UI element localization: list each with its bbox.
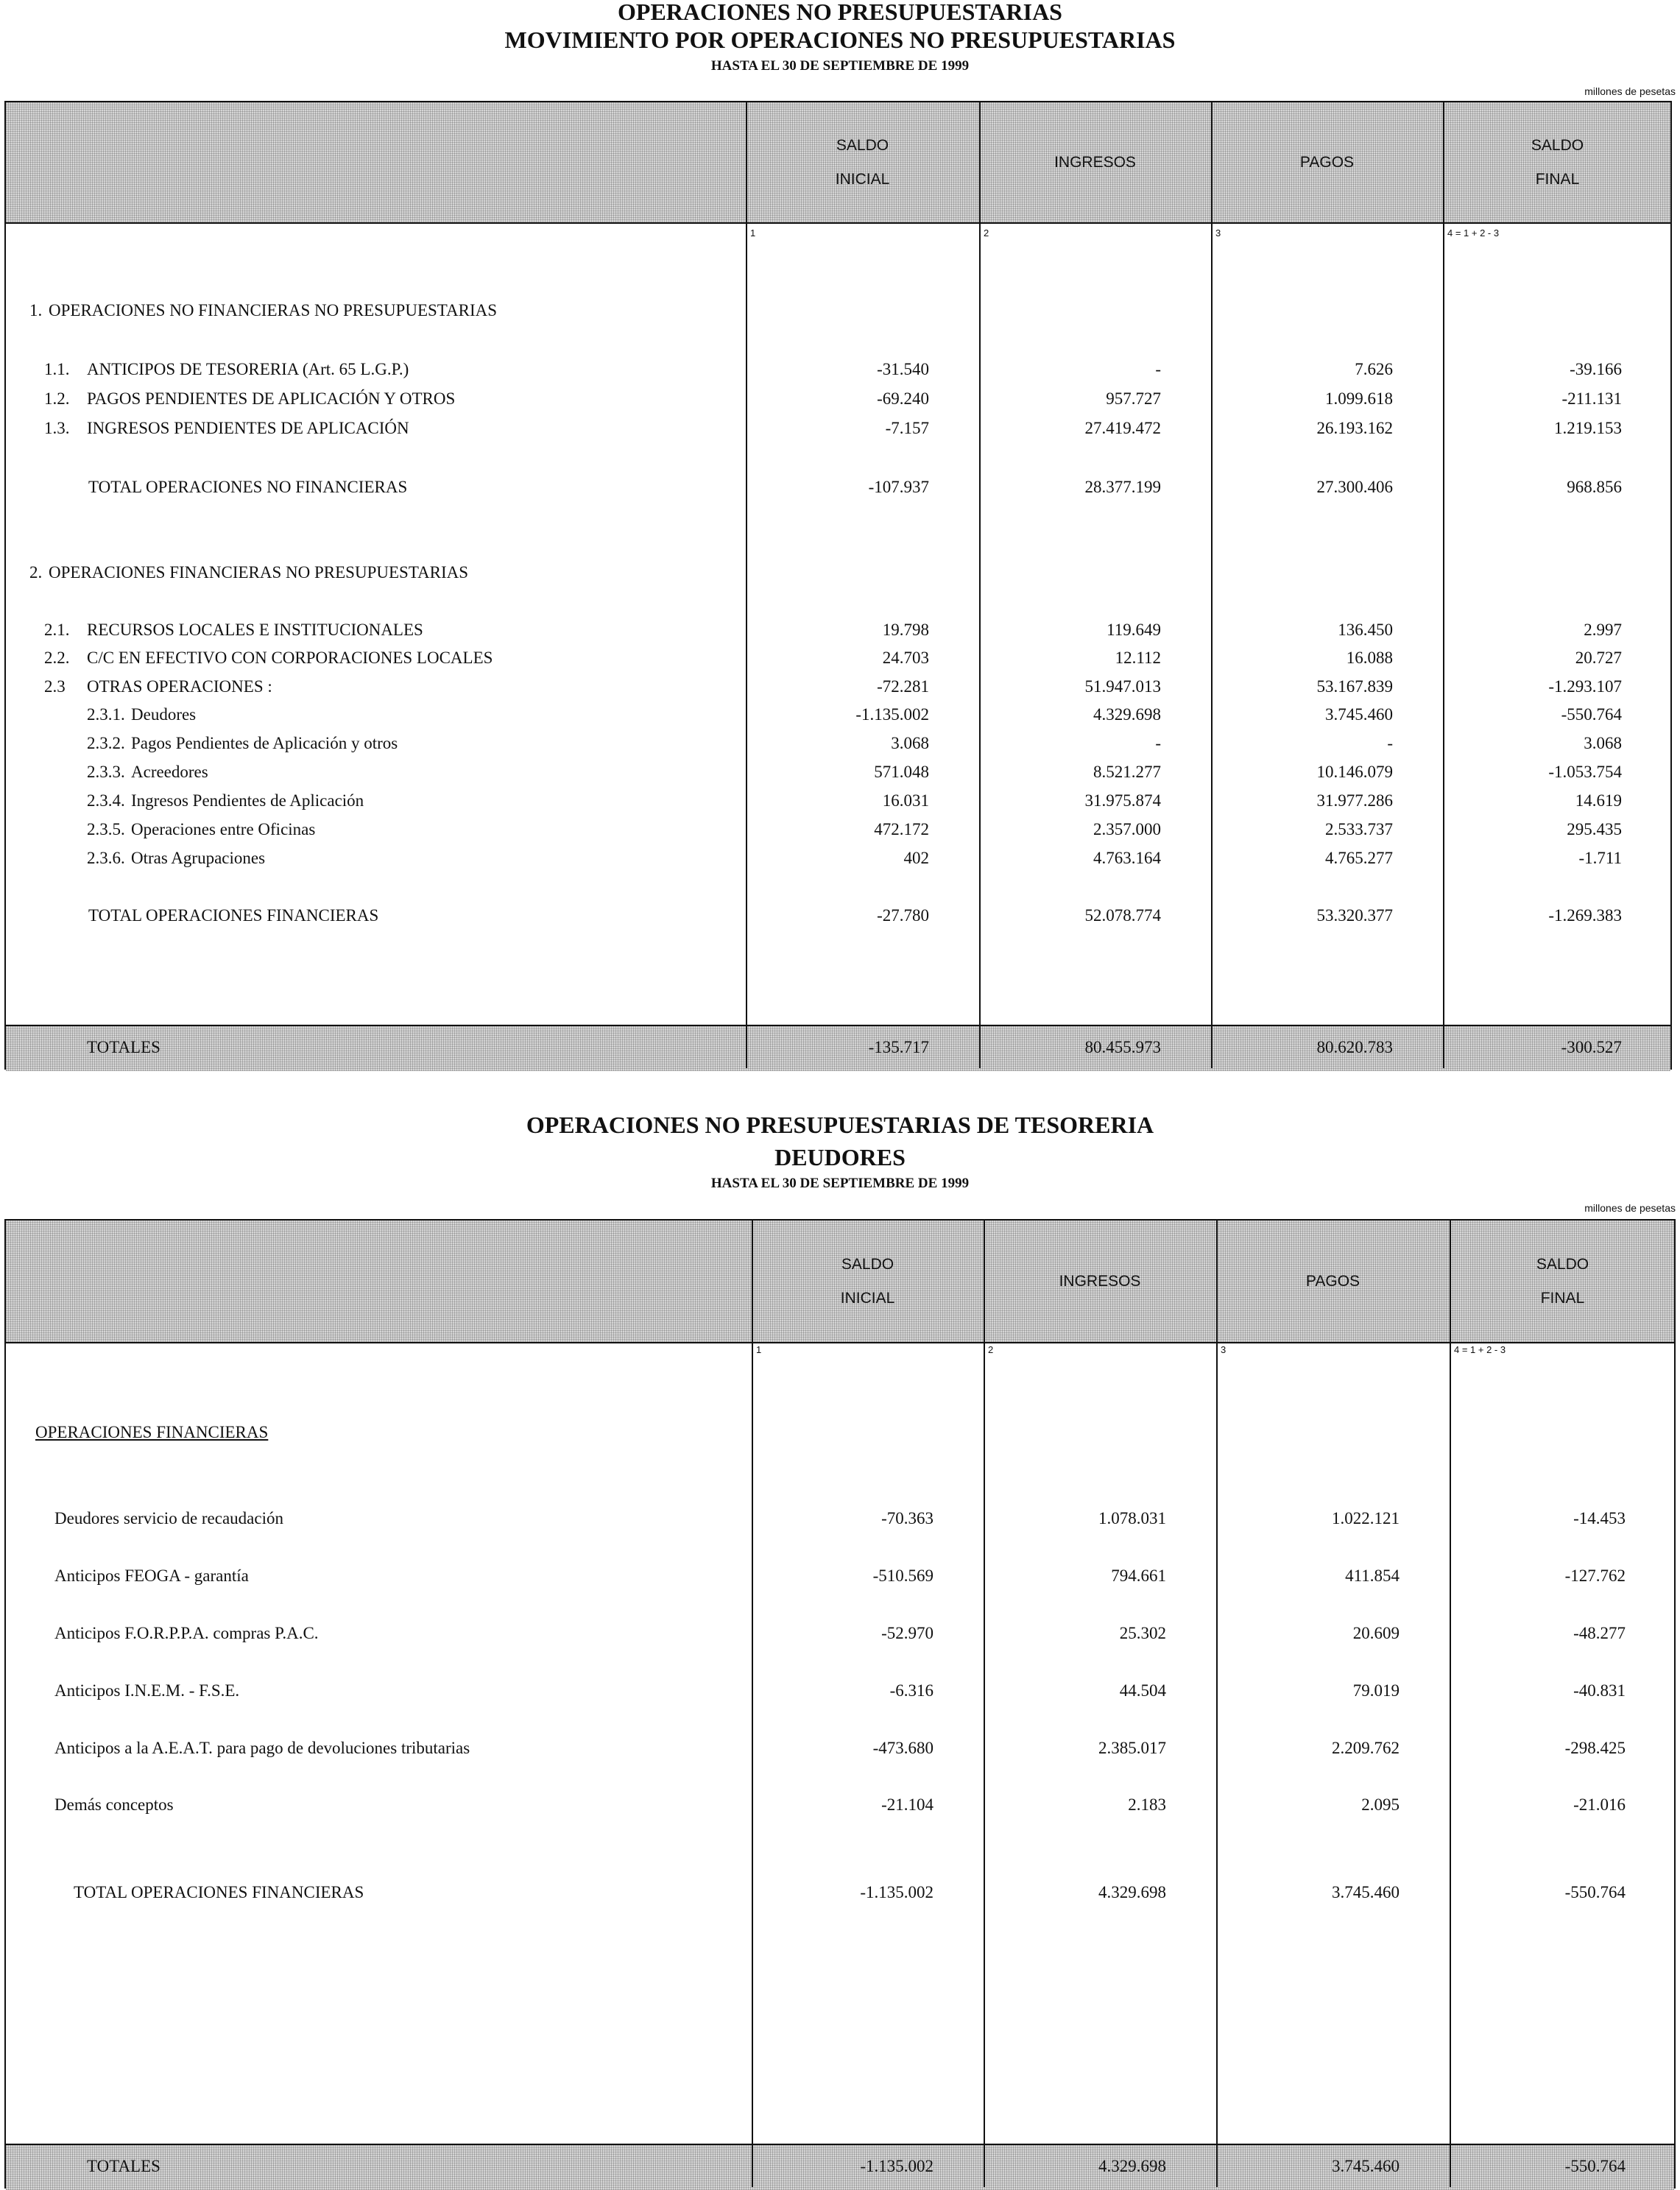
row-label: OPERACIONES FINANCIERAS NO PRESUPUESTARIAS: [49, 563, 469, 582]
cell-value: -21.016: [1573, 1795, 1626, 1814]
units-label: millones de pesetas: [1584, 1202, 1676, 1214]
column-header: [1450, 1248, 1676, 1315]
cell-value: -510.569: [872, 1566, 933, 1585]
table-title: OPERACIONES NO PRESUPUESTARIAS DE TESORERIA: [526, 1112, 1154, 1138]
totals-band: [6, 2145, 1674, 2190]
cell-value: -14.453: [1573, 1509, 1626, 1527]
cell-value: 28.377.199: [1084, 478, 1161, 496]
cell-value: 53.320.377: [1316, 906, 1393, 925]
row-number: 2.3.4.: [87, 791, 125, 810]
header-divider: [6, 1342, 1674, 1343]
column-number: 1: [750, 227, 756, 239]
totals-value: -1.135.002: [860, 2157, 933, 2175]
cell-value: 4.765.277: [1325, 849, 1393, 867]
column-header: [984, 1265, 1216, 1299]
row-number: 1.: [29, 301, 43, 319]
cell-value: 3.745.460: [1325, 705, 1393, 724]
cell-value: -: [1387, 734, 1393, 752]
row-label: RECURSOS LOCALES E INSTITUCIONALES: [87, 621, 423, 639]
column-number: 3: [1221, 1344, 1227, 1355]
cell-value: 4.329.698: [1093, 705, 1161, 724]
row-label: PAGOS PENDIENTES DE APLICACIÓN Y OTROS: [87, 389, 456, 408]
cell-value: 2.997: [1584, 621, 1622, 639]
cell-value: 24.703: [882, 649, 929, 667]
cell-value: 31.977.286: [1316, 791, 1393, 810]
table-title: OPERACIONES NO PRESUPUESTARIAS: [618, 0, 1062, 25]
cell-value: 1.099.618: [1325, 389, 1393, 408]
row-label: Otras Agrupaciones: [131, 849, 266, 867]
cell-value: -1.135.002: [855, 705, 929, 724]
cell-value: 12.112: [1115, 649, 1161, 667]
row-label: Deudores servicio de recaudación: [54, 1509, 283, 1527]
cell-value: 20.609: [1352, 1624, 1400, 1642]
row-number: 1.3.: [44, 419, 70, 437]
cell-value: 411.854: [1345, 1566, 1400, 1585]
cell-value: 1.022.121: [1332, 1509, 1400, 1527]
cell-value: -127.762: [1564, 1566, 1626, 1585]
row-number: 2.3.5.: [87, 820, 125, 838]
totals-value: 3.745.460: [1332, 2157, 1400, 2175]
column-header: [746, 129, 979, 197]
cell-value: -27.780: [877, 906, 929, 925]
cell-value: 957.727: [1106, 389, 1161, 408]
column-header-line: SALDO: [1536, 1255, 1589, 1273]
cell-value: -: [1155, 360, 1161, 378]
column-header-line: SALDO: [836, 136, 889, 154]
cell-value: -72.281: [877, 677, 929, 696]
column-header-line: INICIAL: [835, 170, 890, 188]
column-divider: [1443, 102, 1444, 1068]
cell-value: -48.277: [1573, 1624, 1626, 1642]
column-header-line: INICIAL: [840, 1289, 895, 1307]
cell-value: -1.269.383: [1548, 906, 1622, 925]
cell-value: 16.088: [1346, 649, 1393, 667]
cell-value: 19.798: [882, 621, 929, 639]
row-label: C/C EN EFECTIVO CON CORPORACIONES LOCALES: [87, 649, 493, 667]
table-title: MOVIMIENTO POR OPERACIONES NO PRESUPUESTARIAS: [504, 27, 1176, 53]
cell-value: 119.649: [1107, 621, 1161, 639]
totals-value: -300.527: [1561, 1038, 1622, 1056]
column-divider: [1450, 1221, 1451, 2187]
table-subtitle: HASTA EL 30 DE SEPTIEMBRE DE 1999: [710, 58, 970, 74]
cell-value: -1.135.002: [860, 1883, 933, 1901]
cell-value: -70.363: [881, 1509, 933, 1527]
cell-value: 295.435: [1567, 820, 1622, 838]
totals-value: 80.620.783: [1316, 1038, 1393, 1056]
column-header: [752, 1248, 984, 1315]
column-number: 4 = 1 + 2 - 3: [1454, 1344, 1506, 1355]
row-number: 2.3.1.: [87, 705, 125, 724]
row-label: OPERACIONES FINANCIERAS: [35, 1423, 269, 1441]
cell-value: 53.167.839: [1316, 677, 1393, 696]
column-header: [1216, 1265, 1450, 1299]
cell-value: -39.166: [1570, 360, 1622, 378]
row-label: Demás conceptos: [54, 1795, 174, 1814]
cell-value: -298.425: [1564, 1739, 1626, 1757]
column-header-line: INGRESOS: [1054, 153, 1136, 171]
cell-value: 4.763.164: [1093, 849, 1161, 867]
cell-value: -1.053.754: [1548, 763, 1622, 781]
cell-value: 2.533.737: [1325, 820, 1393, 838]
cell-value: 3.068: [891, 734, 929, 752]
column-divider: [752, 1221, 753, 2187]
totals-label: TOTALES: [87, 1038, 160, 1056]
cell-value: 1.219.153: [1554, 419, 1622, 437]
column-header: [979, 146, 1211, 180]
cell-value: -1.293.107: [1548, 677, 1622, 696]
column-divider: [746, 102, 747, 1068]
cell-value: 2.209.762: [1332, 1739, 1400, 1757]
column-number: 4 = 1 + 2 - 3: [1447, 227, 1500, 239]
cell-value: 2.357.000: [1093, 820, 1161, 838]
cell-value: 16.031: [882, 791, 929, 810]
column-header-line: PAGOS: [1299, 153, 1355, 171]
cell-value: 2.385.017: [1098, 1739, 1166, 1757]
row-label: ANTICIPOS DE TESORERIA (Art. 65 L.G.P.): [87, 360, 409, 378]
cell-value: -31.540: [877, 360, 929, 378]
column-number: 2: [988, 1344, 994, 1355]
cell-value: 3.068: [1584, 734, 1622, 752]
column-header-line: FINAL: [1540, 1289, 1585, 1307]
row-number: 2.3: [44, 677, 66, 696]
cell-value: 136.450: [1338, 621, 1393, 639]
cell-value: -21.104: [881, 1795, 933, 1814]
row-label: TOTAL OPERACIONES FINANCIERAS: [88, 906, 379, 925]
cell-value: 10.146.079: [1316, 763, 1393, 781]
row-label: Deudores: [131, 705, 197, 724]
cell-value: -473.680: [872, 1739, 933, 1757]
cell-value: 25.302: [1119, 1624, 1166, 1642]
cell-value: 44.504: [1119, 1681, 1166, 1700]
row-label: Acreedores: [131, 763, 208, 781]
cell-value: -107.937: [868, 478, 929, 496]
cell-value: 27.300.406: [1316, 478, 1393, 496]
table-subtitle: HASTA EL 30 DE SEPTIEMBRE DE 1999: [710, 1176, 970, 1191]
row-number: 2.: [29, 563, 43, 582]
column-header-line: SALDO: [1531, 136, 1584, 154]
column-number: 2: [984, 227, 989, 239]
row-number: 1.2.: [44, 389, 70, 408]
cell-value: 2.095: [1361, 1795, 1400, 1814]
cell-value: 968.856: [1567, 478, 1622, 496]
cell-value: -550.764: [1564, 1883, 1626, 1901]
row-label: Anticipos F.O.R.P.P.A. compras P.A.C.: [54, 1624, 319, 1642]
cell-value: -550.764: [1561, 705, 1622, 724]
totals-value: -135.717: [868, 1038, 929, 1056]
cell-value: -69.240: [877, 389, 929, 408]
row-label: OTRAS OPERACIONES :: [87, 677, 272, 696]
cell-value: 3.745.460: [1332, 1883, 1400, 1901]
totals-value: 4.329.698: [1098, 2157, 1166, 2175]
row-label: Pagos Pendientes de Aplicación y otros: [131, 734, 398, 752]
cell-value: -6.316: [889, 1681, 933, 1700]
cell-value: 26.193.162: [1316, 419, 1393, 437]
table-title: DEUDORES: [774, 1144, 906, 1170]
cell-value: -211.131: [1561, 389, 1622, 408]
totals-divider: [6, 1025, 1670, 1026]
column-header-line: SALDO: [841, 1255, 894, 1273]
cell-value: 14.619: [1575, 791, 1622, 810]
totals-label: TOTALES: [87, 2157, 160, 2175]
cell-value: -: [1155, 734, 1161, 752]
row-label: TOTAL OPERACIONES NO FINANCIERAS: [88, 478, 408, 496]
column-number: 1: [756, 1344, 762, 1355]
totals-value: -550.764: [1564, 2157, 1626, 2175]
cell-value: 8.521.277: [1093, 763, 1161, 781]
row-number: 2.3.2.: [87, 734, 125, 752]
column-header: [1211, 146, 1443, 180]
cell-value: 7.626: [1355, 360, 1393, 378]
column-header-line: FINAL: [1535, 170, 1580, 188]
cell-value: 51.947.013: [1084, 677, 1161, 696]
column-divider: [984, 1221, 985, 2187]
cell-value: -1.711: [1578, 849, 1622, 867]
column-divider: [1216, 1221, 1218, 2187]
row-number: 2.3.6.: [87, 849, 125, 867]
row-label: Operaciones entre Oficinas: [131, 820, 316, 838]
cell-value: 794.661: [1111, 1566, 1166, 1585]
cell-value: -7.157: [885, 419, 929, 437]
column-number: 3: [1215, 227, 1221, 239]
totals-divider: [6, 2144, 1674, 2145]
cell-value: 472.172: [874, 820, 929, 838]
column-header-line: INGRESOS: [1059, 1272, 1141, 1290]
row-label: OPERACIONES NO FINANCIERAS NO PRESUPUESTARIAS: [49, 301, 498, 319]
column-divider: [979, 102, 981, 1068]
row-label: INGRESOS PENDIENTES DE APLICACIÓN: [87, 419, 409, 437]
cell-value: -52.970: [881, 1624, 933, 1642]
cell-value: -40.831: [1573, 1681, 1626, 1700]
cell-value: 31.975.874: [1084, 791, 1161, 810]
totals-value: 80.455.973: [1084, 1038, 1161, 1056]
financial-table: [4, 101, 1672, 1070]
column-header: [1443, 129, 1672, 197]
row-number: 2.2.: [44, 649, 70, 667]
cell-value: 1.078.031: [1098, 1509, 1166, 1527]
row-number: 2.1.: [44, 621, 70, 639]
row-label: Ingresos Pendientes de Aplicación: [131, 791, 364, 810]
cell-value: 2.183: [1128, 1795, 1166, 1814]
cell-value: 571.048: [874, 763, 929, 781]
row-number: 2.3.3.: [87, 763, 125, 781]
cell-value: 27.419.472: [1084, 419, 1161, 437]
column-header-line: PAGOS: [1305, 1272, 1360, 1290]
cell-value: 4.329.698: [1098, 1883, 1166, 1901]
row-label: Anticipos FEOGA - garantía: [54, 1566, 249, 1585]
row-number: 1.1.: [44, 360, 70, 378]
row-label: TOTAL OPERACIONES FINANCIERAS: [74, 1883, 364, 1901]
cell-value: 52.078.774: [1084, 906, 1161, 925]
financial-table: [4, 1219, 1676, 2189]
cell-value: 20.727: [1575, 649, 1622, 667]
column-divider: [1211, 102, 1213, 1068]
cell-value: 79.019: [1352, 1681, 1400, 1700]
totals-band: [6, 1026, 1670, 1071]
row-label: Anticipos a la A.E.A.T. para pago de devoluciones tributarias: [54, 1739, 470, 1757]
header-divider: [6, 222, 1670, 224]
row-label: Anticipos I.N.E.M. - F.S.E.: [54, 1681, 240, 1700]
cell-value: 402: [903, 849, 929, 867]
units-label: millones de pesetas: [1584, 85, 1676, 97]
